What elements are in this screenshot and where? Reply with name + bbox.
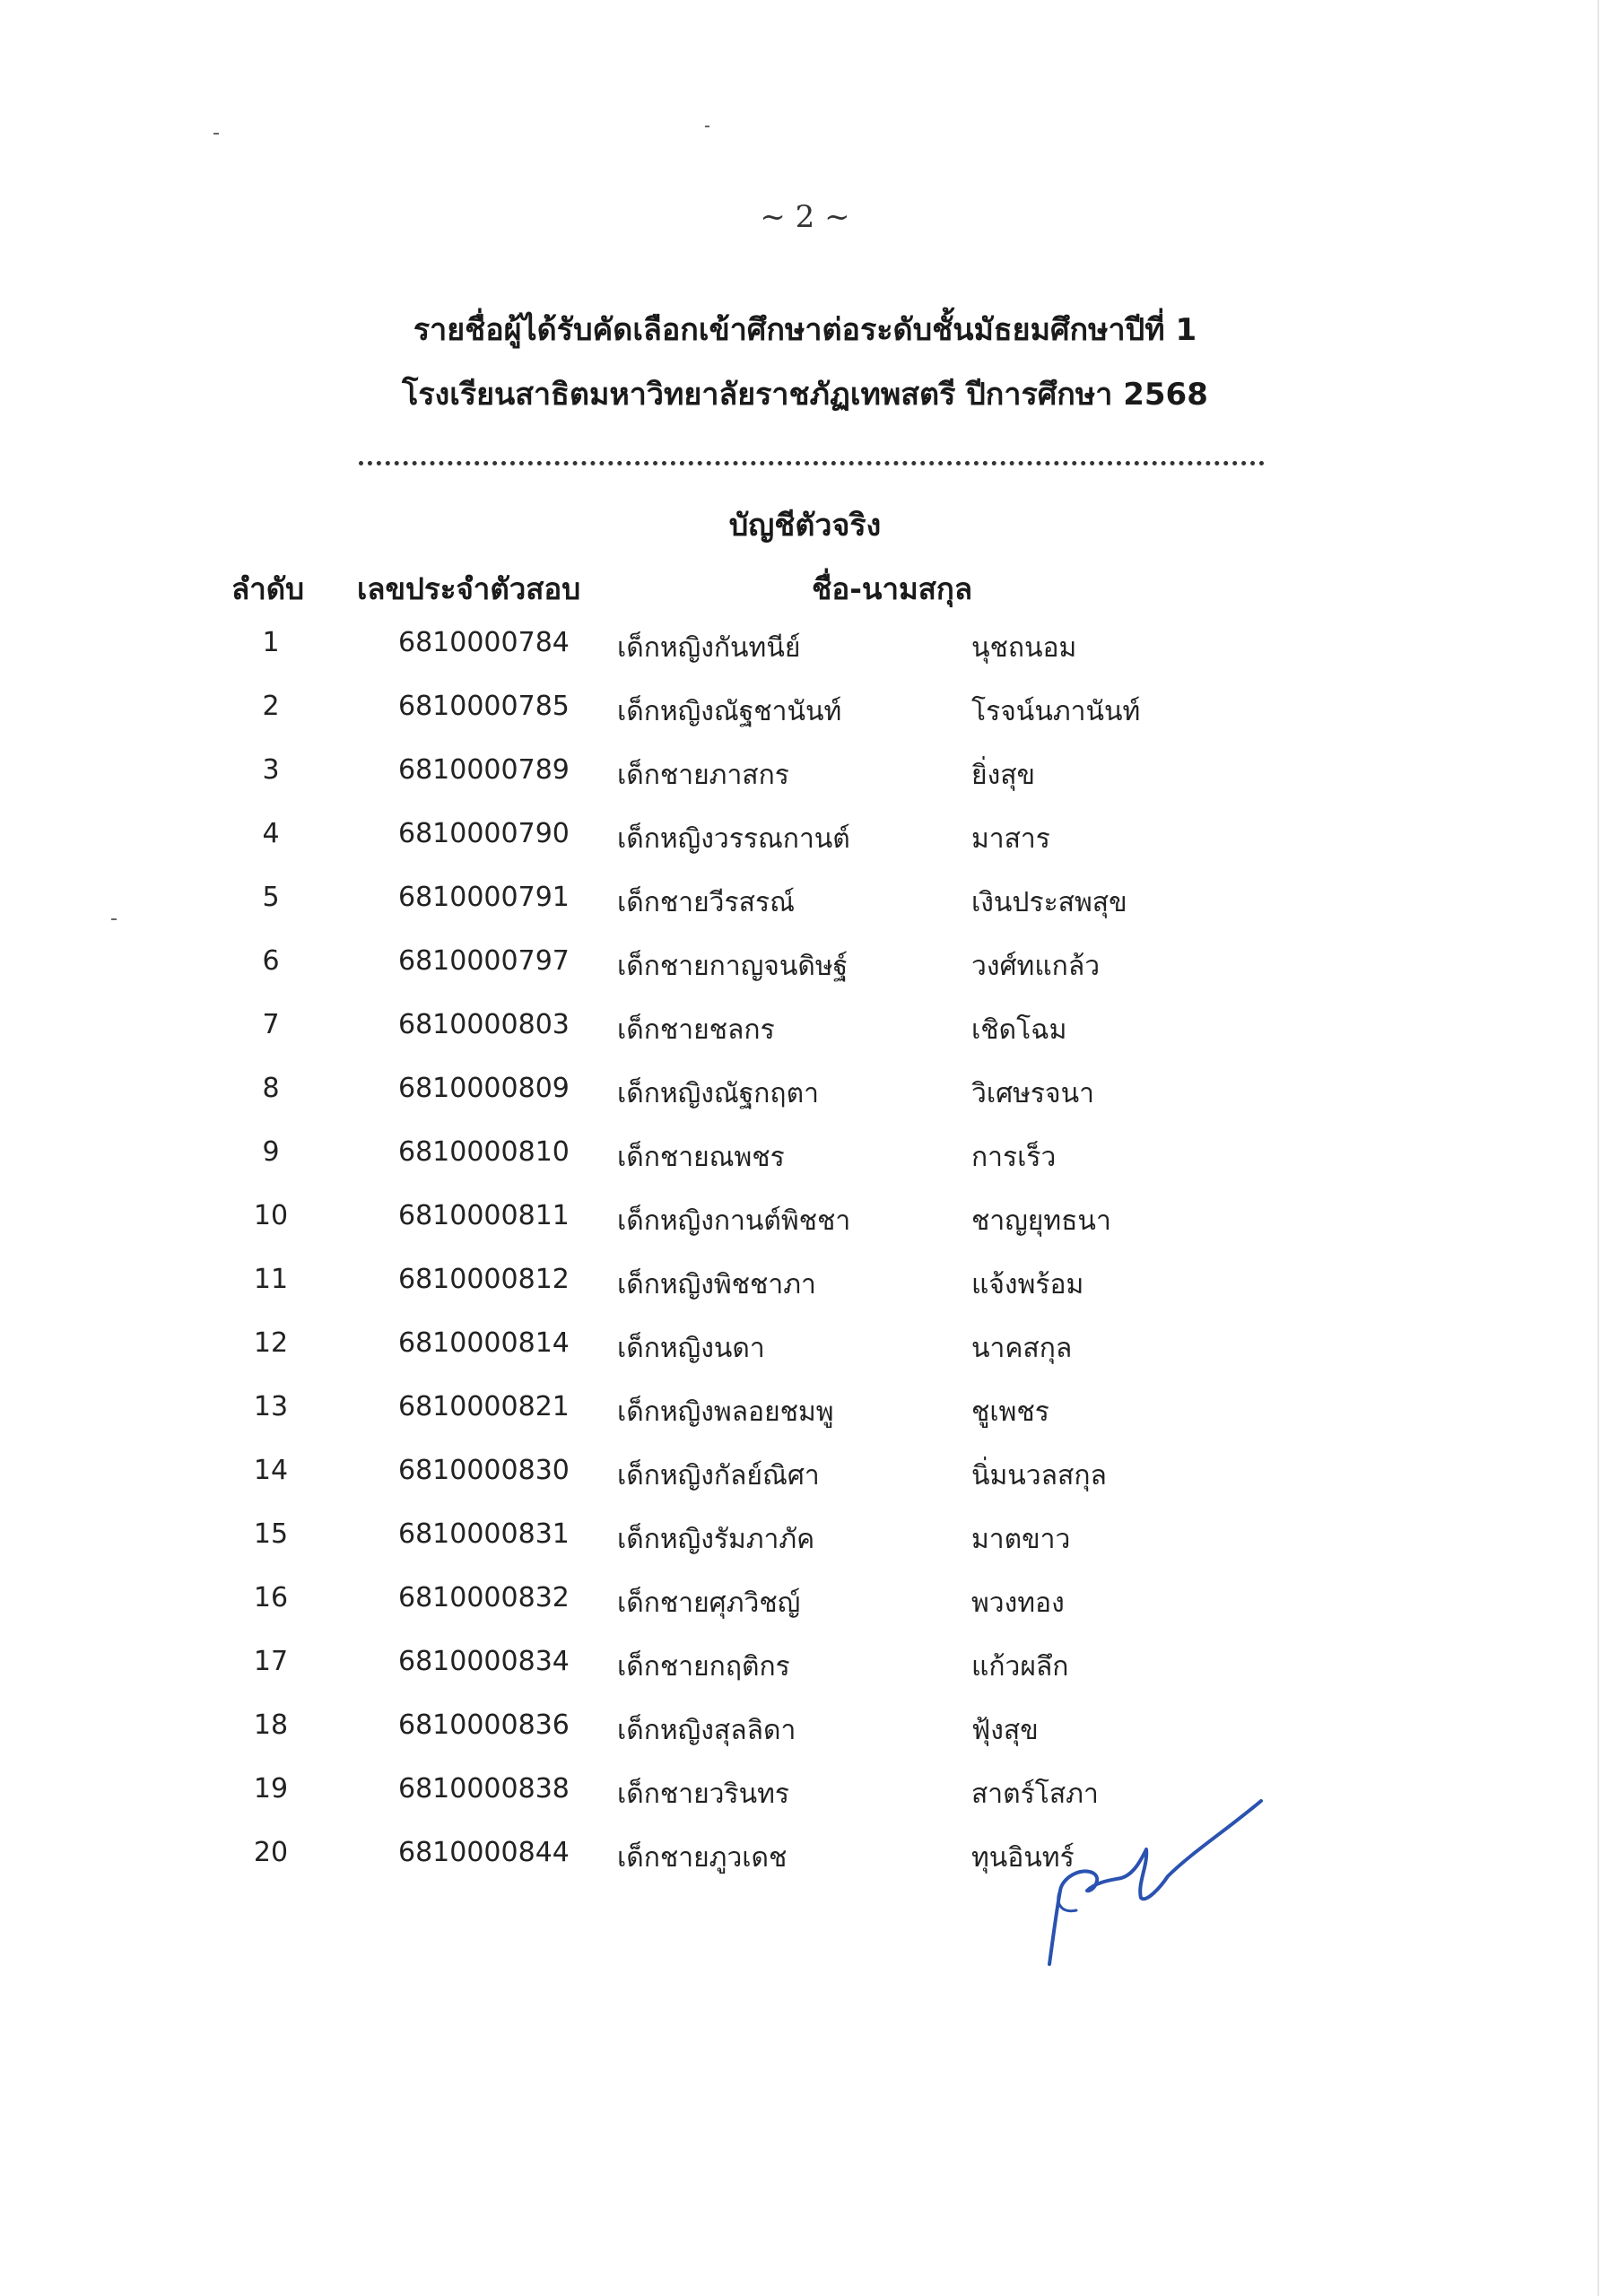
student-last-name: สาตร์โสภา bbox=[971, 1779, 1099, 1810]
list-row bbox=[0, 935, 1610, 998]
student-first-name: เด็กหญิงรัมภาภัค bbox=[617, 1524, 815, 1555]
list-row bbox=[0, 871, 1610, 935]
handwritten-signature bbox=[1040, 1767, 1274, 1973]
student-last-name: นุชถนอม bbox=[971, 632, 1077, 664]
row-number: 8 bbox=[262, 1073, 280, 1104]
student-last-name: ยิ่งสุข bbox=[971, 760, 1036, 791]
list-row bbox=[0, 1189, 1610, 1253]
list-row bbox=[0, 1380, 1610, 1444]
exam-id: 6810000834 bbox=[398, 1646, 570, 1677]
exam-id: 6810000810 bbox=[398, 1136, 570, 1168]
student-last-name: มาตขาว bbox=[971, 1524, 1071, 1555]
row-number: 10 bbox=[253, 1200, 289, 1231]
exam-id: 6810000838 bbox=[398, 1773, 570, 1805]
student-last-name: การเร็ว bbox=[971, 1142, 1057, 1173]
student-list bbox=[0, 616, 1610, 1890]
student-last-name: นิ่มนวลสกุล bbox=[971, 1460, 1107, 1492]
row-number: 19 bbox=[253, 1773, 289, 1805]
student-first-name: เด็กหญิงกันทนีย์ bbox=[617, 632, 801, 664]
row-number: 12 bbox=[253, 1327, 289, 1359]
exam-id: 6810000784 bbox=[398, 627, 570, 658]
student-first-name: เด็กชายณพชร bbox=[617, 1142, 785, 1173]
exam-id: 6810000844 bbox=[398, 1837, 570, 1868]
exam-id: 6810000785 bbox=[398, 691, 570, 722]
exam-id: 6810000811 bbox=[398, 1200, 570, 1231]
student-first-name: เด็กชายภาสกร bbox=[617, 760, 789, 791]
student-last-name: แจ้งพร้อม bbox=[971, 1269, 1084, 1300]
list-row bbox=[0, 998, 1610, 1062]
list-row bbox=[0, 744, 1610, 807]
student-first-name: เด็กหญิงสุลลิดา bbox=[617, 1715, 796, 1746]
list-heading: บัญชีตัวจริง bbox=[728, 508, 882, 544]
student-last-name: พวงทอง bbox=[971, 1587, 1065, 1619]
row-number: 15 bbox=[253, 1518, 289, 1550]
student-last-name: เงินประสพสุข bbox=[971, 887, 1127, 918]
exam-id: 6810000814 bbox=[398, 1327, 570, 1359]
exam-id: 6810000832 bbox=[398, 1582, 570, 1613]
student-first-name: เด็กชายวรินทร bbox=[617, 1779, 790, 1810]
student-first-name: เด็กชายวีรสรณ์ bbox=[617, 887, 795, 918]
student-first-name: เด็กหญิงกัลย์ณิศา bbox=[617, 1460, 820, 1492]
list-row bbox=[0, 1317, 1610, 1380]
list-row bbox=[0, 616, 1610, 680]
row-number: 5 bbox=[262, 882, 280, 913]
student-last-name: โรจน์นภานันท์ bbox=[971, 696, 1141, 727]
student-first-name: เด็กชายกาญจนดิษฐ์ bbox=[617, 951, 849, 982]
row-number: 3 bbox=[262, 754, 280, 786]
row-number: 4 bbox=[262, 818, 280, 849]
exam-id: 6810000803 bbox=[398, 1009, 570, 1040]
document-title-line-2: โรงเรียนสาธิตมหาวิทยาลัยราชภัฏเทพสตรี ปีการศึกษา 2568 bbox=[402, 377, 1208, 413]
list-row bbox=[0, 1762, 1610, 1826]
exam-id: 6810000790 bbox=[398, 818, 570, 849]
row-number: 17 bbox=[253, 1646, 289, 1677]
exam-id: 6810000836 bbox=[398, 1709, 570, 1741]
row-number: 20 bbox=[253, 1837, 289, 1868]
row-number: 11 bbox=[253, 1264, 289, 1295]
student-first-name: เด็กหญิงพลอยชมพู bbox=[617, 1396, 834, 1428]
signature-stroke bbox=[1049, 1801, 1261, 1964]
row-number: 7 bbox=[262, 1009, 280, 1040]
row-number: 14 bbox=[253, 1455, 289, 1486]
student-last-name: แก้วผลึก bbox=[971, 1651, 1069, 1683]
column-header-name: ชื่อ-นามสกุล bbox=[812, 571, 973, 606]
student-first-name: เด็กหญิงกานต์พิชชา bbox=[617, 1205, 851, 1237]
student-last-name: วิเศษรจนา bbox=[971, 1078, 1094, 1109]
list-row bbox=[0, 1635, 1610, 1699]
scan-speck bbox=[213, 133, 219, 135]
list-row bbox=[0, 680, 1610, 744]
row-number: 2 bbox=[262, 691, 280, 722]
list-row bbox=[0, 807, 1610, 871]
exam-id: 6810000789 bbox=[398, 754, 570, 786]
row-number: 16 bbox=[253, 1582, 289, 1613]
student-first-name: เด็กหญิงพิชชาภา bbox=[617, 1269, 816, 1300]
student-last-name: ชาญยุทธนา bbox=[971, 1205, 1111, 1237]
student-first-name: เด็กชายกฤติกร bbox=[617, 1651, 790, 1683]
list-row bbox=[0, 1508, 1610, 1571]
exam-id: 6810000831 bbox=[398, 1518, 570, 1550]
column-header-order: ลำดับ bbox=[231, 571, 305, 606]
student-last-name: เชิดโฉม bbox=[971, 1014, 1067, 1046]
row-number: 6 bbox=[262, 945, 280, 977]
list-row bbox=[0, 1126, 1610, 1189]
exam-id: 6810000791 bbox=[398, 882, 570, 913]
exam-id: 6810000812 bbox=[398, 1264, 570, 1295]
exam-id: 6810000821 bbox=[398, 1391, 570, 1422]
exam-id: 6810000797 bbox=[398, 945, 570, 977]
document-title-line-1: รายชื่อผู้ได้รับคัดเลือกเข้าศึกษาต่อระดับชั้นมัธยมศึกษาปีที่ 1 bbox=[413, 312, 1197, 348]
list-row bbox=[0, 1571, 1610, 1635]
exam-id: 6810000809 bbox=[398, 1073, 570, 1104]
student-first-name: เด็กชายศุภวิชญ์ bbox=[617, 1587, 801, 1619]
scan-speck bbox=[705, 126, 709, 127]
column-header-exam-id: เลขประจำตัวสอบ bbox=[357, 571, 581, 606]
student-first-name: เด็กหญิงณัฐชานันท์ bbox=[617, 696, 842, 727]
list-row bbox=[0, 1444, 1610, 1508]
row-number: 1 bbox=[262, 627, 280, 658]
row-number: 18 bbox=[253, 1709, 289, 1741]
student-last-name: ทุนอินทร์ bbox=[971, 1842, 1075, 1874]
list-row bbox=[0, 1253, 1610, 1317]
list-row bbox=[0, 1062, 1610, 1126]
list-row bbox=[0, 1826, 1610, 1890]
student-first-name: เด็กชายภูวเดช bbox=[617, 1842, 788, 1874]
student-last-name: วงศ์ทแกล้ว bbox=[971, 951, 1101, 982]
student-first-name: เด็กหญิงณัฐกฤตา bbox=[617, 1078, 819, 1109]
student-first-name: เด็กหญิงวรรณกานต์ bbox=[617, 823, 850, 855]
student-last-name: นาคสกุล bbox=[971, 1333, 1073, 1364]
row-number: 9 bbox=[262, 1136, 280, 1168]
student-last-name: ฟุ้งสุข bbox=[971, 1715, 1039, 1746]
dotted-divider bbox=[359, 461, 1265, 465]
row-number: 13 bbox=[253, 1391, 289, 1422]
student-first-name: เด็กหญิงนดา bbox=[617, 1333, 765, 1364]
student-first-name: เด็กชายชลกร bbox=[617, 1014, 775, 1046]
list-row bbox=[0, 1699, 1610, 1762]
student-last-name: มาสาร bbox=[971, 823, 1050, 855]
page-number: ~ 2 ~ bbox=[760, 199, 850, 235]
student-last-name: ชูเพชร bbox=[971, 1396, 1049, 1428]
exam-id: 6810000830 bbox=[398, 1455, 570, 1486]
